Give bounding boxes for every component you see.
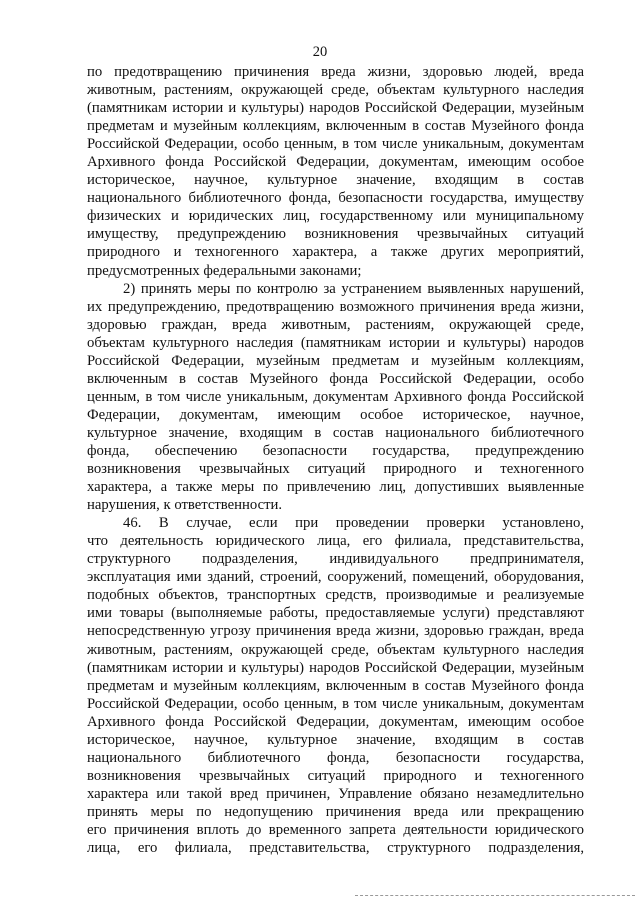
- text-line: имуществу, предупреждению возникновения чрезвычайных ситуаций: [87, 226, 584, 243]
- text-line: Федерации, документам, имеющим особое историческое, научное,: [87, 406, 584, 423]
- text-line: Российской Федерации, особо ценным, в том числе уникальным, документам: [87, 695, 584, 712]
- text-line: объектам культурного наследия (памятникам истории и культуры) народов: [87, 334, 584, 351]
- text-line: ценным, в том числе уникальным, документам Архивного фонда Российской: [87, 388, 584, 405]
- text-line: природного и техногенного характера, а также других мероприятий,: [87, 244, 584, 261]
- text-line: национального библиотечного фонда, безопасности государства,: [87, 749, 584, 766]
- scan-edge-line: [355, 895, 635, 896]
- text-line: здоровью граждан, вреда животным, растениям, окружающей среде,: [87, 316, 584, 333]
- text-line: (памятникам истории и культуры) народов Российской Федерации, музейным: [87, 100, 584, 117]
- text-line: принять меры по недопущению причинения вреда или прекращению: [87, 803, 584, 820]
- text-line: что деятельность юридического лица, его филиала, представительства,: [87, 533, 584, 550]
- text-line: культурное значение, входящим в состав национального библиотечного: [87, 424, 584, 441]
- text-line: эксплуатация ими зданий, строений, сооружений, помещений, оборудования,: [87, 569, 584, 586]
- text-line: подобных объектов, транспортных средств, производимые и реализуемые: [87, 587, 584, 604]
- text-line: включенным в состав Музейного фонда Российской Федерации, особо: [87, 370, 584, 387]
- text-line: животным, растениям, окружающей среде, объектам культурного наследия: [87, 641, 584, 658]
- text-line: физических и юридических лиц, государственному или муниципальному: [87, 208, 584, 225]
- text-line: характера, а также меры по привлечению лиц, допустивших выявленные: [87, 479, 584, 496]
- text-line: их предупреждению, предотвращению возможного причинения вреда жизни,: [87, 298, 584, 315]
- text-line: предусмотренных федеральными законами;: [87, 262, 362, 279]
- paragraph-first-line: 2) принять меры по контролю за устранением выявленных нарушений,: [123, 280, 584, 297]
- text-line: лица, его филиала, представительства, структурного подразделения,: [87, 840, 584, 857]
- text-line: Архивного фонда Российской Федерации, документам, имеющим особое: [87, 713, 584, 730]
- text-line: нарушения, к ответственности.: [87, 497, 283, 514]
- text-line: по предотвращению причинения вреда жизни, здоровью людей, вреда: [87, 64, 584, 80]
- text-line: (памятникам истории и культуры) народов Российской Федерации, музейным: [87, 659, 584, 676]
- text-line: структурного подразделения, индивидуального предпринимателя,: [87, 551, 584, 568]
- text-line: его причинения вплоть до временного запрета деятельности юридического: [87, 821, 584, 838]
- text-line: историческое, научное, культурное значение, входящим в состав: [87, 172, 584, 189]
- text-line: Архивного фонда Российской Федерации, документам, имеющим особое: [87, 154, 584, 171]
- text-line: Российской Федерации, музейным предметам и музейным коллекциям,: [87, 352, 584, 369]
- text-line: ими товары (выполняемые работы, предоставляемые услуги) представляют: [87, 605, 584, 622]
- text-line: историческое, научное, культурное значение, входящим в состав: [87, 731, 584, 748]
- text-line: возникновения чрезвычайных ситуаций природного и техногенного: [87, 461, 584, 478]
- page-number: 20: [312, 44, 328, 60]
- text-line: непосредственную угрозу причинения вреда жизни, здоровью граждан, вреда: [87, 623, 584, 640]
- text-line: Российской Федерации, особо ценным, в том числе уникальным, документам: [87, 136, 584, 153]
- text-line: национального библиотечного фонда, безопасности государства, имуществу: [87, 190, 584, 207]
- text-line: фонда, обеспечению безопасности государства, предупреждению: [87, 442, 584, 459]
- text-line: характера или такой вред причинен, Управление обязано незамедлительно: [87, 785, 584, 802]
- text-line: предметам и музейным коллекциям, включенным в состав Музейного фонда: [87, 677, 584, 694]
- paragraph-first-line: 46. В случае, если при проведении проверки установлено,: [123, 515, 584, 532]
- document-body: [87, 63, 584, 857]
- text-line: животным, растениям, окружающей среде, объектам культурного наследия: [87, 82, 584, 99]
- text-line: предметам и музейным коллекциям, включенным в состав Музейного фонда: [87, 118, 584, 135]
- text-line: возникновения чрезвычайных ситуаций природного и техногенного: [87, 767, 584, 784]
